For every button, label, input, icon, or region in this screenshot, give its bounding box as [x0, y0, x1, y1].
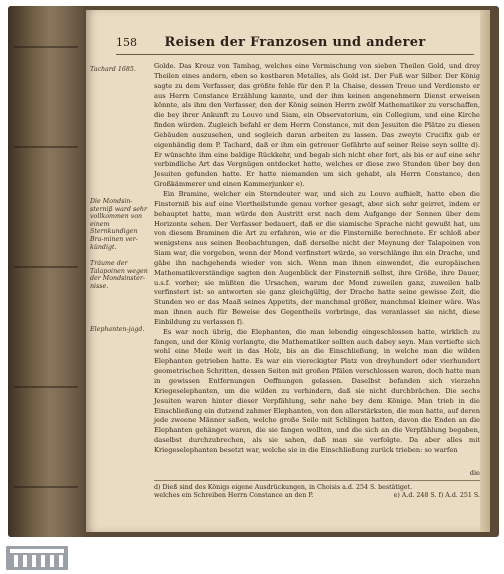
- logo-column: [59, 555, 63, 567]
- spine-band: [14, 146, 78, 148]
- paragraph: Es war noch übrig, die Elephanten, die man lebendig eingeschlossen hatte, wirklich zu fangen, und der König verlangte, die Mathematiker sollten auch dabey seyn. Man vertiefte sich wohl eine Meile weit in das Holz, bis an die Einschließung, in welche man die wilden Elephanten getrieben hatte. Es war ein viereckigter Platz von dreyhundert oder vierhundert geometrischen Schritten, dessen Seiten mit großen Pfälen verschlossen waren, doch hatte man in gewissen Entfernungen Oeffnungen gelassen. Daselbst befanden sich vierzehn Kriegeselephanten, um die wilden zu verhindern, daß sie nicht durchbrächen. Die sechs Jesuiten waren hinter dieser Verpfählung, sehr nahe bey dem Könige. Man trieb in die Einschließung ein dutzend zahmer Elephanten, von den allerstärksten, die man hatte, auf deren jede zweene Männer saßen, welche große Seile mit Schlingen hatten, davon die Enden an die Elephanten gehänget waren, die sie fangen wollten, und die sich an die Verpfählung begaben, daselbst durchzubrechen, als sie sahen, daß man sie verfolgte. Da aber alles mit Kriegeselephanten besetzt war, welche sie in die Einschließung zurück trieben: so warfen: [154, 327, 480, 454]
- footnote-rule: [154, 480, 480, 481]
- footnote-text: d) Dieß sind des Königs eigene Ausdrückungen, in Choisis a.d. 254 S. bestätiget.: [154, 484, 413, 491]
- spine-band: [14, 386, 78, 388]
- paragraph: Golde. Das Kreuz von Tambag, welches eine Vermischung von sieben Theilen Gold, und drey Theilen eines andern, eben so kostbaren Metalles, als Gold ist. Der Fuß war Silber. Der König sagte zu dem Verfasser, das größte fehle für den P. la Chaise, dessen Treue und Verdienste er aus Herrn Constance Erzählung kannte, und der ihm keinen angenehmern Dienst erweisen könnte, als ihm den Verfasser, den der König seinen Herrn zwölf Mathematiker zu verschaffen, die bey ihrer Ankunft zu Louvo und Siam, ein Observatorium, ein Collegium, und eine Kirche finden würden. Zugleich befahl er dem Herrn Constance, mit den Jesuiten die Plätze zu diesen Gebäuden auszusehen, und sogleich daran arbeiten zu lassen. Das zweyte Crucifix gab er eigenhändig dem P. Tachard, daß er ihm ein getreuer Gefährte auf seiner Reise seyn sollte d). Er wünschte ihm eine baldige Rückkehr, und begab sich nicht eher fort, als bis er auf eine sehr verbindliche Art das Vergnügen entdecket hatte, welches er diese zwo Stunden über bey den Jesuiten gefunden hatte. Er hatte niemanden um sich gehabt, als Herrn Constance, den Großkämmerer und einen Kammerjunker e).: [154, 62, 480, 189]
- paragraph: Ein Bramine, welcher ein Sterndeuter war, und sich zu Louvo aufhielt, hatte eben die Finsterniß bis auf eine Viertheilstunde genau vorher gesagt, aber sich sehr geirret, indem er behauptet hatte, man würde den Austritt erst nach dem Aufgange der Sonnen über dem Horizonte sehen. Der Verfasser bedauert, daß er die siamische Sprache nicht gewußt hat, um von diesem Braminen die Art zu erfahren, wie er die Finsterniße berechnete. Er schloß aber wenigstens aus seinen Beobachtungen, daß derselbe nicht der Meynung der Talapoinen von Siam war, die vorgeben, wenn der Mond verfinstert würde, so verschlänge ihn ein Drache, und gäbe ihn nachgehends wieder von sich. Wenn man ihnen einwendet, die europäischen Mathematikverständige sagten den Augenblick der Finsterniß selbst, ihre Größe, ihre Dauer, u.s.f. vorher; sie müßten die Ursachen, warum der Mond zuweilen ganz, zuweilen halb verfinstert ist: so antworten sie ganz gleichgültig, der Drache hatte seine gewisse Zeit, die Stunden wo er das Maaß seines Appetits, der manchmal größer, manchmal kleiner wäre. Was man ihnen auch für Beweise des Gegentheils vorbringe, das veranlasset sie nicht, diese Einbildung zu verlassen f).: [154, 189, 480, 326]
- footnote-line: [154, 492, 480, 500]
- page-header: [116, 36, 474, 55]
- book-page: [86, 10, 490, 532]
- logo-column: [41, 555, 45, 567]
- footnote-line: [154, 484, 480, 492]
- running-head: Reisen der Franzosen und anderer: [164, 35, 426, 50]
- library-logo-icon: [6, 546, 68, 570]
- book-spine: [8, 6, 84, 537]
- margin-note: Die Mondsin-sterniß ward sehr vollkommen von einem Sternkundigen Bra-minen ver-kündigt.: [90, 198, 147, 251]
- footnotes: [154, 480, 480, 501]
- logo-column: [14, 555, 18, 567]
- footnote-ref: e) A.d. 248 S. f) A.d. 251 S.: [393, 492, 480, 500]
- margin-note: Elephanten-jagd.: [90, 326, 145, 333]
- body-text: [154, 62, 480, 456]
- spine-band: [14, 486, 78, 488]
- book: [8, 6, 499, 537]
- catchword: die: [469, 469, 480, 477]
- logo-column: [50, 555, 54, 567]
- spine-band: [14, 266, 78, 268]
- page-number: 158: [116, 36, 137, 49]
- footnote-text: welches ein Schreiben Herrn Constance an den P.: [154, 492, 314, 500]
- page-edge: [480, 10, 490, 532]
- logo-column: [23, 555, 27, 567]
- spine-band: [14, 46, 78, 48]
- margin-note: Träume der Talapoinen wegen der Mondsinster-nisse.: [90, 260, 148, 290]
- logo-roof: [10, 549, 64, 553]
- margin-note: Tachard 1685.: [90, 66, 136, 73]
- logo-column: [32, 555, 36, 567]
